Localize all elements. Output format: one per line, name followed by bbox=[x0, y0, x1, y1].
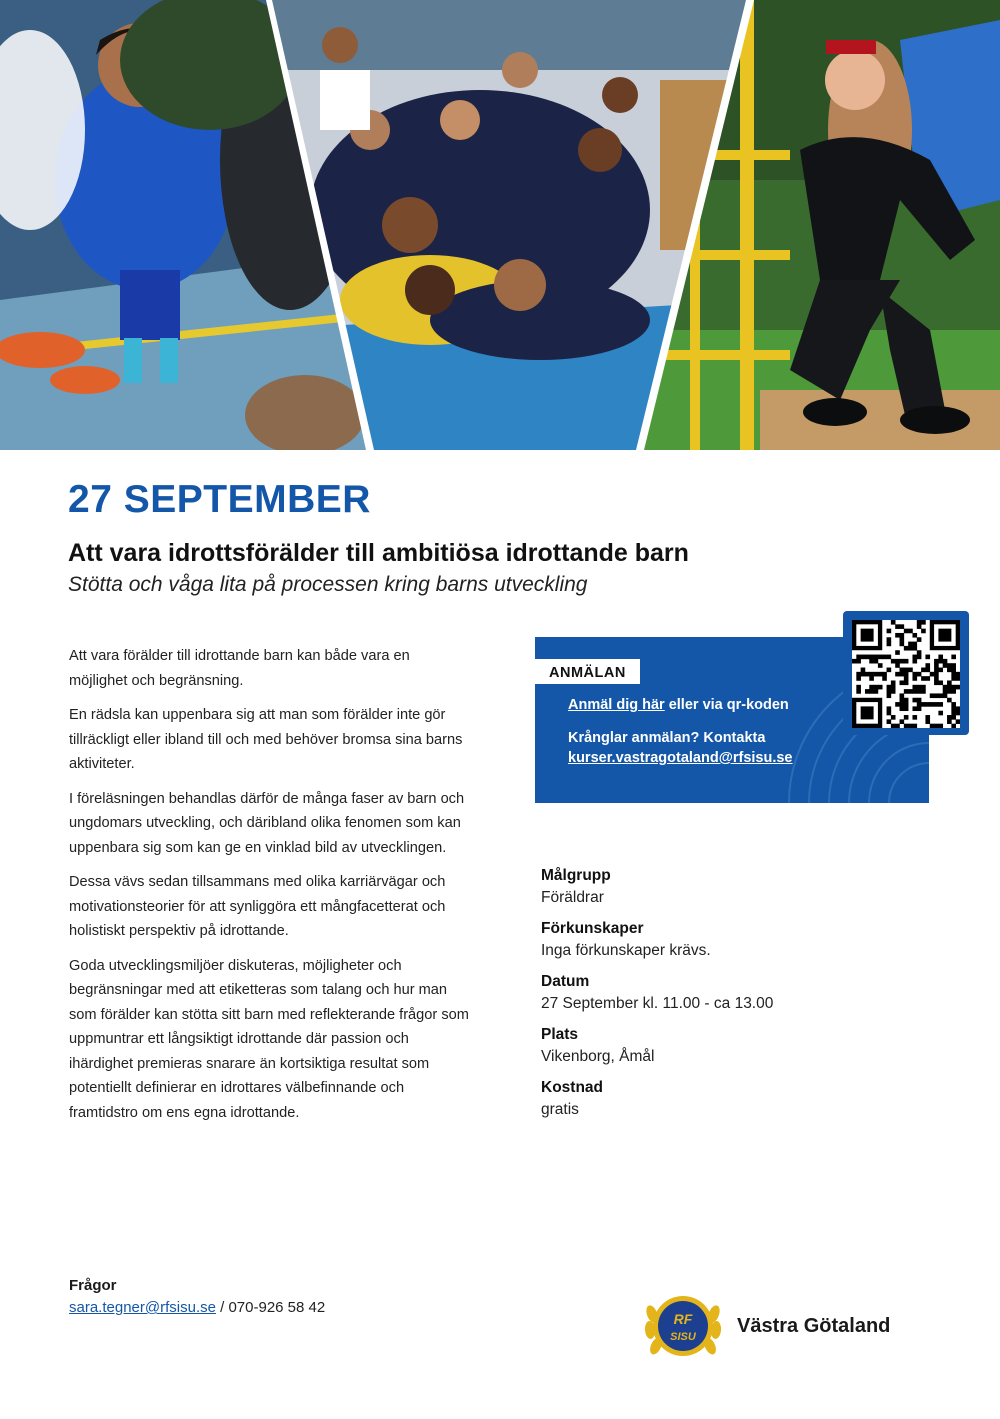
registration-help bbox=[568, 728, 793, 768]
registration-email-link[interactable]: kurser.vastragotaland@rfsisu.se bbox=[568, 750, 793, 766]
event-subtitle: Stötta och våga lita på processen kring barns utveckling bbox=[68, 573, 588, 596]
svg-text:RF: RF bbox=[673, 1311, 693, 1327]
registration-line bbox=[568, 697, 789, 713]
description-paragraph: Goda utvecklingsmiljöer diskuteras, möjligheter och begränsningar med att etiketteras som talang och hur man som förälder kan stötta sitt barn med reflekterande frågor som uppmuntrar ett långsiktigt idrottande där passion och ihärdighet premieras snarare än kortsiktiga resultat som potentiellt definierar en idrottares välbefinnande och framtidstro om ens egna idrottande. bbox=[69, 957, 469, 1121]
event-details bbox=[541, 866, 881, 1131]
detail-label: Kostnad bbox=[541, 1079, 603, 1096]
register-link[interactable]: Anmäl dig här bbox=[568, 697, 665, 713]
contact-label: Frågor bbox=[69, 1277, 117, 1294]
contact-line bbox=[69, 1299, 325, 1316]
event-description bbox=[69, 644, 469, 1135]
svg-text:SISU: SISU bbox=[670, 1331, 696, 1343]
detail-item bbox=[541, 1025, 881, 1066]
rf-sisu-emblem-icon bbox=[642, 1284, 732, 1364]
hero-photo-collage bbox=[0, 0, 1000, 450]
event-date: 27 SEPTEMBER bbox=[68, 478, 371, 521]
detail-item bbox=[541, 1078, 881, 1119]
detail-item bbox=[541, 972, 881, 1013]
description-paragraph: En rädsla kan uppenbara sig att man som förälder inte gör tillräckligt eller ibland till och med behöver bromsa sina barns aktiviteter. bbox=[69, 707, 463, 772]
contact-section bbox=[69, 1277, 325, 1316]
detail-label: Datum bbox=[541, 973, 590, 990]
detail-label: Förkunskaper bbox=[541, 920, 644, 937]
logo-region-text: Västra Götaland bbox=[737, 1315, 891, 1337]
qr-code[interactable] bbox=[852, 620, 960, 728]
registration-help-text: Krånglar anmälan? Kontakta bbox=[568, 730, 766, 746]
event-title: Att vara idrottsförälder till ambitiösa idrottande barn bbox=[68, 539, 689, 567]
detail-value: Föräldrar bbox=[541, 889, 604, 906]
contact-email-link[interactable]: sara.tegner@rfsisu.se bbox=[69, 1299, 216, 1316]
detail-item bbox=[541, 866, 881, 907]
detail-value: 27 September kl. 11.00 - ca 13.00 bbox=[541, 995, 774, 1012]
detail-item bbox=[541, 919, 881, 960]
contact-phone: / 070-926 58 42 bbox=[215, 1299, 326, 1316]
register-link-suffix: eller via qr-koden bbox=[664, 697, 789, 713]
detail-value: Vikenborg, Åmål bbox=[541, 1048, 655, 1065]
rf-sisu-logo bbox=[642, 1284, 942, 1364]
detail-label: Plats bbox=[541, 1026, 579, 1043]
detail-value: gratis bbox=[541, 1101, 579, 1118]
description-paragraph: Dessa vävs sedan tillsammans med olika karriärvägar och motivationsteorier för att synliggöra ett mångfacetterat och holistiskt perspektiv på idrottande. bbox=[69, 874, 446, 939]
qr-code-icon bbox=[852, 620, 960, 728]
description-paragraph: Att vara förälder till idrottande barn kan både vara en möjlighet och begränsning. bbox=[69, 648, 410, 689]
detail-label: Målgrupp bbox=[541, 867, 611, 884]
detail-value: Inga förkunskaper krävs. bbox=[541, 942, 711, 959]
description-paragraph: I föreläsningen behandlas därför de många faser av barn och ungdomars utveckling, och däribland olika fenomen som kan uppenbara sig som kan ge en vinklad bild av utvecklingen. bbox=[69, 790, 465, 856]
registration-label: ANMÄLAN bbox=[535, 659, 640, 684]
